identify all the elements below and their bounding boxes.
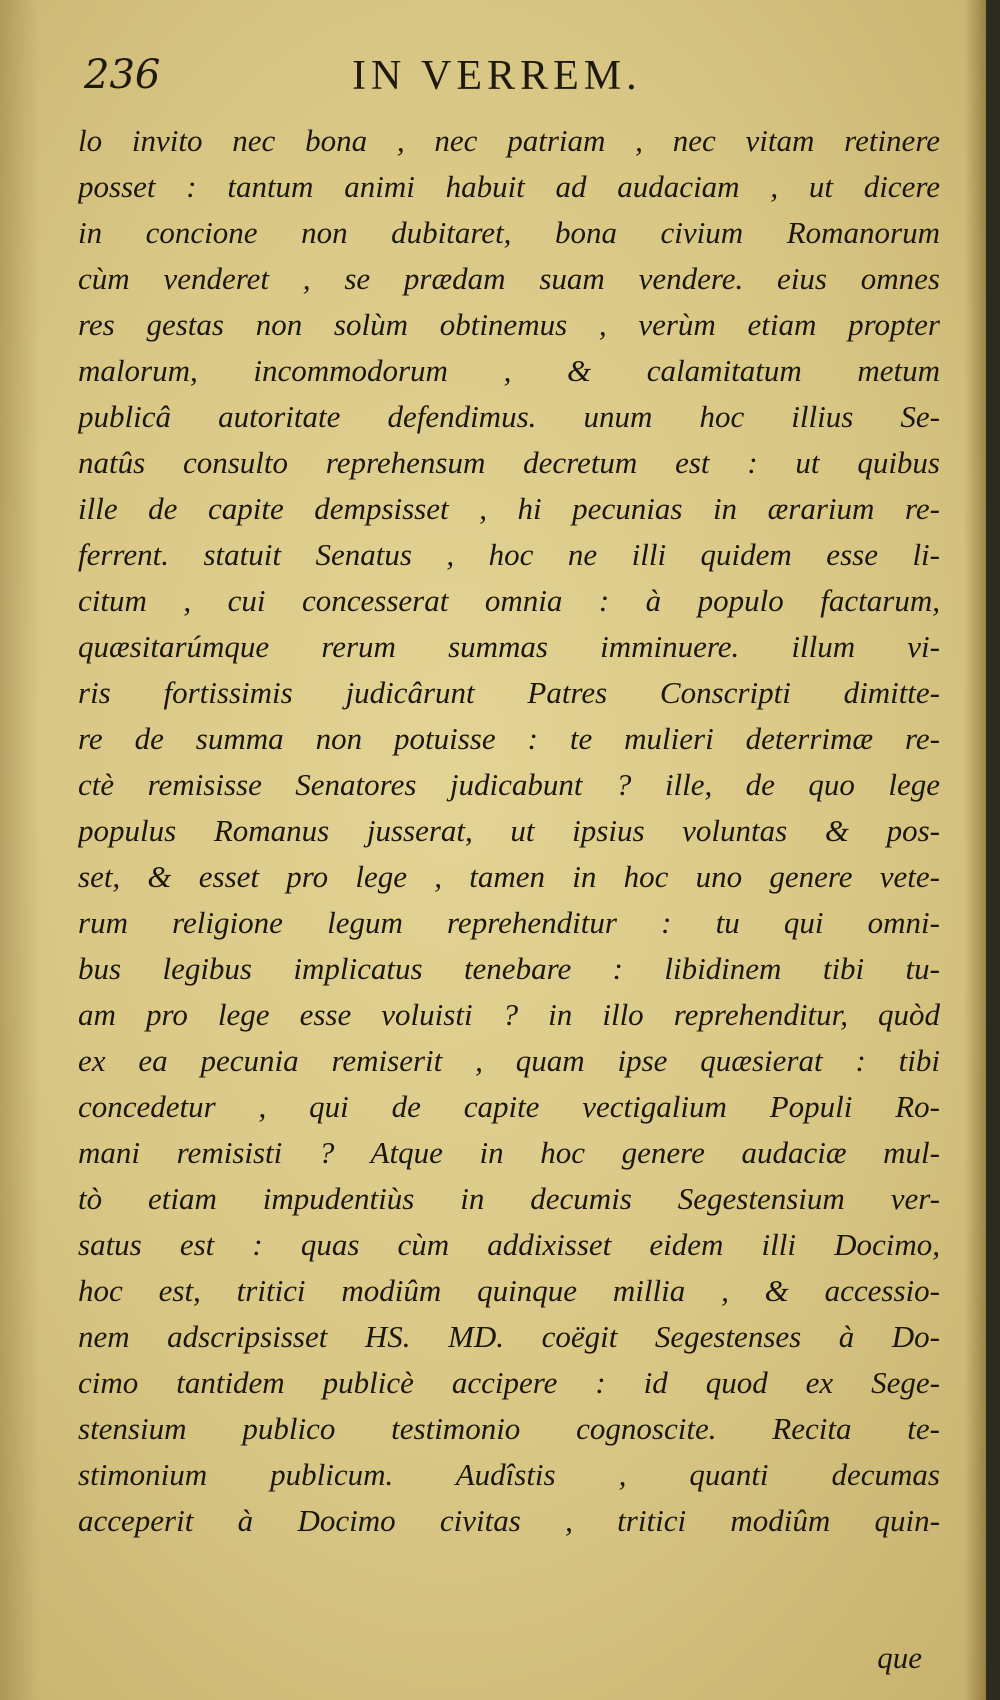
text-line: set, & esset pro lege , tamen in hoc uno genere vete- xyxy=(78,859,940,894)
text-line: ctè remisisse Senatores judicabunt ? ille, de quo lege xyxy=(78,767,940,802)
text-line: rum religione legum reprehenditur : tu qui omni- xyxy=(78,905,940,940)
text-line: acceperit à Docimo civitas , tritici modiûm quin- xyxy=(78,1503,940,1538)
text-line: lo invito nec bona , nec patriam , nec vitam retinere xyxy=(78,123,940,158)
text-line: malorum, incommodorum , & calamitatum metum xyxy=(78,353,940,388)
text-line: posset : tantum animi habuit ad audaciam , ut dicere xyxy=(78,169,940,204)
text-line: populus Romanus jusserat, ut ipsius voluntas & pos- xyxy=(78,813,940,848)
page-number: 236 xyxy=(84,52,161,98)
text-line: nem adscripsisset HS. MD. coëgit Segestenses à Do- xyxy=(78,1319,940,1354)
body-text xyxy=(78,118,940,1544)
text-line: natûs consulto reprehensum decretum est : ut quibus xyxy=(78,445,940,480)
text-line: ris fortissimis judicârunt Patres Conscripti dimitte- xyxy=(78,675,940,710)
text-line: quæsitarúmque rerum summas imminuere. illum vi- xyxy=(78,629,940,664)
page-header xyxy=(72,52,922,112)
text-line: citum , cui concesserat omnia : à populo factarum, xyxy=(78,583,940,618)
text-line: res gestas non solùm obtinemus , verùm etiam propter xyxy=(78,307,940,342)
text-line: concedetur , qui de capite vectigalium Populi Ro- xyxy=(78,1089,940,1124)
catchword: que xyxy=(877,1640,922,1675)
binding-strip xyxy=(986,0,1000,1700)
running-head: IN VERREM. xyxy=(352,53,642,99)
text-line: satus est : quas cùm addixisset eidem illi Docimo, xyxy=(78,1227,940,1262)
text-line: re de summa non potuisse : te mulieri deterrimæ re- xyxy=(78,721,940,756)
page-edge-shadow xyxy=(0,0,40,1700)
text-line: stensium publico testimonio cognoscite. Recita te- xyxy=(78,1411,940,1446)
text-line: ferrent. statuit Senatus , hoc ne illi quidem esse li- xyxy=(78,537,940,572)
text-line: hoc est, tritici modiûm quinque millia , & accessio- xyxy=(78,1273,940,1308)
text-line: publicâ autoritate defendimus. unum hoc illius Se- xyxy=(78,399,940,434)
text-line: stimonium publicum. Audîstis , quanti decumas xyxy=(78,1457,940,1492)
text-line: ex ea pecunia remiserit , quam ipse quæsierat : tibi xyxy=(78,1043,940,1078)
text-line: in concione non dubitaret, bona civium Romanorum xyxy=(78,215,940,250)
text-line: bus legibus implicatus tenebare : libidinem tibi tu- xyxy=(78,951,940,986)
text-line: am pro lege esse voluisti ? in illo reprehenditur, quòd xyxy=(78,997,940,1032)
text-line: cimo tantidem publicè accipere : id quod ex Sege- xyxy=(78,1365,940,1400)
text-line: mani remisisti ? Atque in hoc genere audaciæ mul- xyxy=(78,1135,940,1170)
text-line: tò etiam impudentiùs in decumis Segestensium ver- xyxy=(78,1181,940,1216)
text-line: ille de capite dempsisset , hi pecunias in ærarium re- xyxy=(78,491,940,526)
binding-gutter-shadow xyxy=(964,0,986,1700)
text-line: cùm venderet , se prædam suam vendere. eius omnes xyxy=(78,261,940,296)
